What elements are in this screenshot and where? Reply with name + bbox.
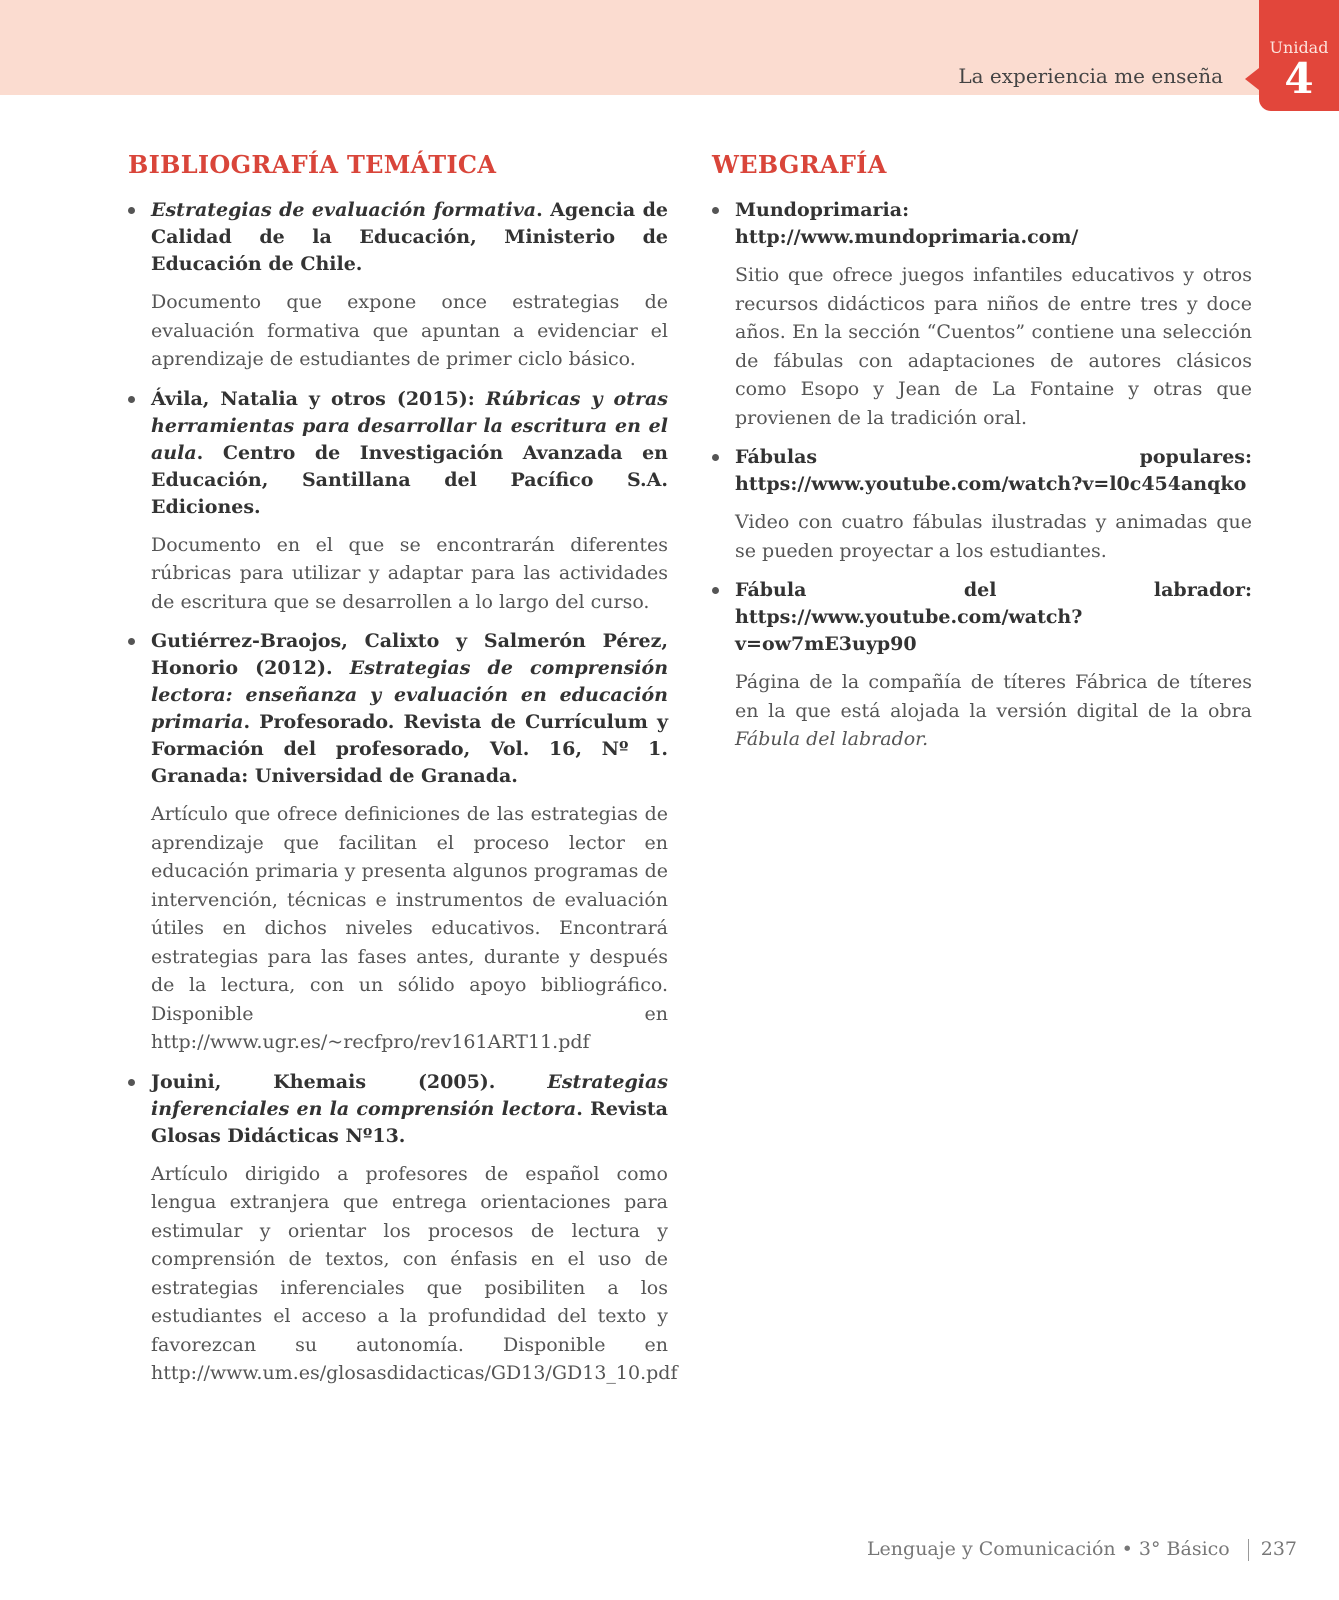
web-description: Sitio que ofrece juegos infantiles educativos y otros recursos didácticos para niños de entre tres y doce años. En la sección “Cuentos” contiene una selección de fábulas con adaptaciones de autores clásicos como Esopo y Jean de La Fontaine y otras que provienen de la tradición oral. [735,264,1252,429]
reference [151,628,668,790]
reference-author: Ávila, Natalia y otros (2015): [151,387,486,410]
list-item [128,197,668,374]
footer-subject: Lenguaje y Comunicación • 3° Básico [866,1538,1230,1560]
reference-title: Estrategias de comprensión lectora: enseñanza y evaluación en educación primaria [151,657,669,733]
reference-description: Artículo dirigido a profesores de español como lengua extranjera que entrega orientaciones para estimular y orientar los procesos de lectura y comprensión de textos, con énfasis en el uso de estrategias inferenciales que posibiliten a los estudiantes el acceso a la profundidad del texto y favorezcan su autonomía. Disponible en http://www.um.es/glosasdidacticas/GD13/GD13_10.pdf [151,1162,678,1384]
bullet-icon [712,587,719,594]
bullet-icon [712,207,719,214]
web-description: Video con cuatro fábulas ilustradas y animadas que se pueden proyectar a los estudiantes. [735,511,1252,562]
reference-title: Estrategias inferenciales en la comprensión lectora [151,1070,668,1120]
reference-author: Gutiérrez-Braojos, Calixto y Salmerón Pérez, Honorio (2012). [151,630,668,679]
web-reference: Fábulas populares: https://www.youtube.com/watch?v=l0c454anqko [735,446,1252,495]
reference-title: Rúbricas y otras herramientas para desarrollar la escritura en el aula [151,387,668,464]
list-item [712,577,1252,754]
bullet-icon [128,396,135,403]
web-reference: Fábula del labrador: https://www.youtube.com/watch?v=ow7mE3uyp90 [735,579,1252,655]
reference-description: Documento que expone once estrategias de evaluación formativa que apuntan a evidenciar el aprendizaje de estudiantes de primer ciclo básico. [151,291,668,370]
reference-source: . Agencia de Calidad de la Educación, Ministerio de Educación de Chile. [151,199,669,275]
web-reference: Mundoprimaria: http://www.mundoprimaria.com/ [735,199,1079,248]
reference [151,1069,668,1150]
web-description [735,668,1252,754]
bibliography-section [128,150,678,1400]
reference-description: Documento en el que se encontrarán diferentes rúbricas para utilizar y adaptar para las actividades de escritura que se desarrollen a lo largo del curso. [151,533,668,613]
page-footer [867,1538,1297,1561]
bullet-icon [128,638,135,645]
footer-divider [1248,1539,1249,1561]
reference-title: Estrategias de evaluación formativa [151,199,537,221]
bullet-icon [128,207,135,214]
reference [151,197,668,278]
list-item [128,1069,678,1388]
unit-label: Unidad [1269,38,1329,57]
arrow-icon [1245,68,1259,90]
work-title: Fábula del labrador. [735,728,929,750]
reference [151,386,668,521]
bullet-icon [128,1079,135,1086]
reference-description: Artículo que ofrece definiciones de las estrategias de aprendizaje que facilitan el proceso lector en educación primaria y presenta algunos programas de intervención, técnicas e instrumentos de evaluación útiles en dichos niveles educativos. Encontrará estrategias para las fases antes, durante y después de la lectura, con un sólido apoyo bibliográfico. Disponible en http://www.ugr.es/~recfpro/rev161ART11.pdf [151,803,668,1053]
webography-title: WEBGRAFÍA [712,150,887,179]
list-item [712,197,1252,432]
unit-number: 4 [1284,54,1314,103]
list-item [128,628,668,1057]
list-item [712,444,1252,565]
reference-source: . Profesorado. Revista de Currículum y Formación del profesorado, Vol. 16, Nº 1. Granada: Universidad de Granada. [151,711,668,787]
bibliography-title: BIBLIOGRAFÍA TEMÁTICA [128,150,497,179]
chapter-title: La experiencia me enseña [958,64,1223,88]
bullet-icon [712,454,719,461]
list-item [128,386,668,617]
reference-author: Jouini, Khemais (2005). [151,1070,548,1093]
reference-source: . Revista Glosas Didácticas Nº13. [151,1097,668,1147]
page-number: 237 [1260,1538,1297,1560]
web-description-text: Página de la compañía de títeres Fábrica de títeres en la que está alojada la versión digital de la obra [735,671,1252,722]
reference-source: . Centro de Investigación Avanzada en Educación, Santillana del Pacífico S.A. Ediciones. [151,441,668,518]
unit-tab [1259,0,1339,111]
webography-section [712,150,1252,766]
